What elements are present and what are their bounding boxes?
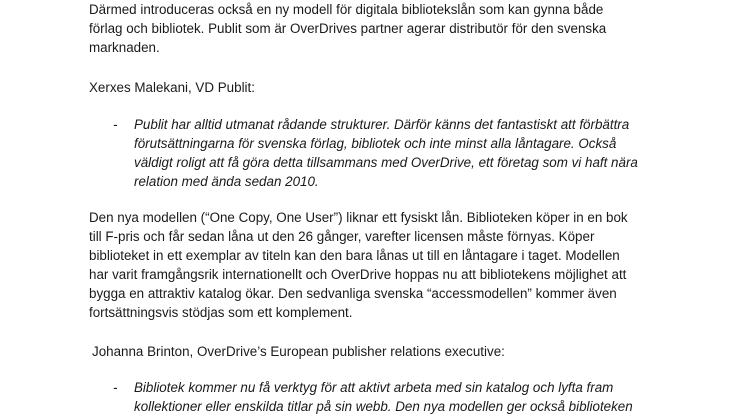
quote-1-line: väldigt roligt att få göra detta tillsammans med OverDrive, ett företag som vi haft nära bbox=[134, 155, 638, 170]
body-paragraph bbox=[89, 208, 649, 322]
intro-line: Därmed introduceras också en ny modell för digitala bibliotekslån som kan gynna både bbox=[89, 2, 604, 17]
intro-line: förlag och bibliotek. Publit som är OverDrives partner agerar distributör för den svenska bbox=[89, 21, 607, 36]
quote-1-line: förutsättningarna för svenska förlag, bibliotek och inte minst alla låntagare. Också bbox=[134, 136, 617, 151]
speaker-1-text: Xerxes Malekani, VD Publit: bbox=[89, 80, 255, 95]
quote-2-dash: - bbox=[113, 380, 118, 395]
body-line: fortsättningsvis stödjas som ett komplement. bbox=[89, 305, 353, 320]
speaker-2-text: Johanna Brinton, OverDrive’s European publisher relations executive: bbox=[92, 344, 505, 359]
body-line: Den nya modellen (“One Copy, One User”) liknar ett fysiskt lån. Biblioteken köper in en bok bbox=[89, 210, 628, 225]
speaker-2-attribution bbox=[92, 342, 652, 361]
body-line: har varit framgångsrik internationellt och OverDrive hoppas nu att bibliotekens möjlighet att bbox=[89, 267, 627, 282]
quote-1-text bbox=[134, 115, 638, 191]
quote-1-line: relation med ända sedan 2010. bbox=[134, 174, 319, 189]
intro-line: marknaden. bbox=[89, 40, 160, 55]
quote-2-line: Bibliotek kommer nu få verktyg för att aktivt arbeta med sin katalog och lyfta fram bbox=[134, 380, 614, 395]
body-line: till F-pris och får sedan låna ut den 26 gånger, varefter licensen måste förnyas. Köper bbox=[89, 229, 595, 244]
quote-1-dash: - bbox=[113, 117, 118, 132]
quote-1-line: Publit har alltid utmanat rådande strukturer. Därför känns det fantastiskt att förbättra bbox=[134, 117, 630, 132]
body-line: bygga en attraktiv katalog ökar. Den sedvanliga svenska “accessmodellen” kommer även bbox=[89, 286, 617, 301]
body-line: biblioteket in ett exemplar av titeln kan den bara lånas ut till en låntagare i taget. Modellen bbox=[89, 248, 620, 263]
quote-2-line: kollektioner eller enskilda titlar på sin webb. Den nya modellen ger också biblioteken bbox=[134, 399, 633, 414]
speaker-1-attribution bbox=[89, 78, 649, 97]
intro-paragraph bbox=[89, 0, 649, 57]
quote-2-text bbox=[134, 378, 633, 416]
